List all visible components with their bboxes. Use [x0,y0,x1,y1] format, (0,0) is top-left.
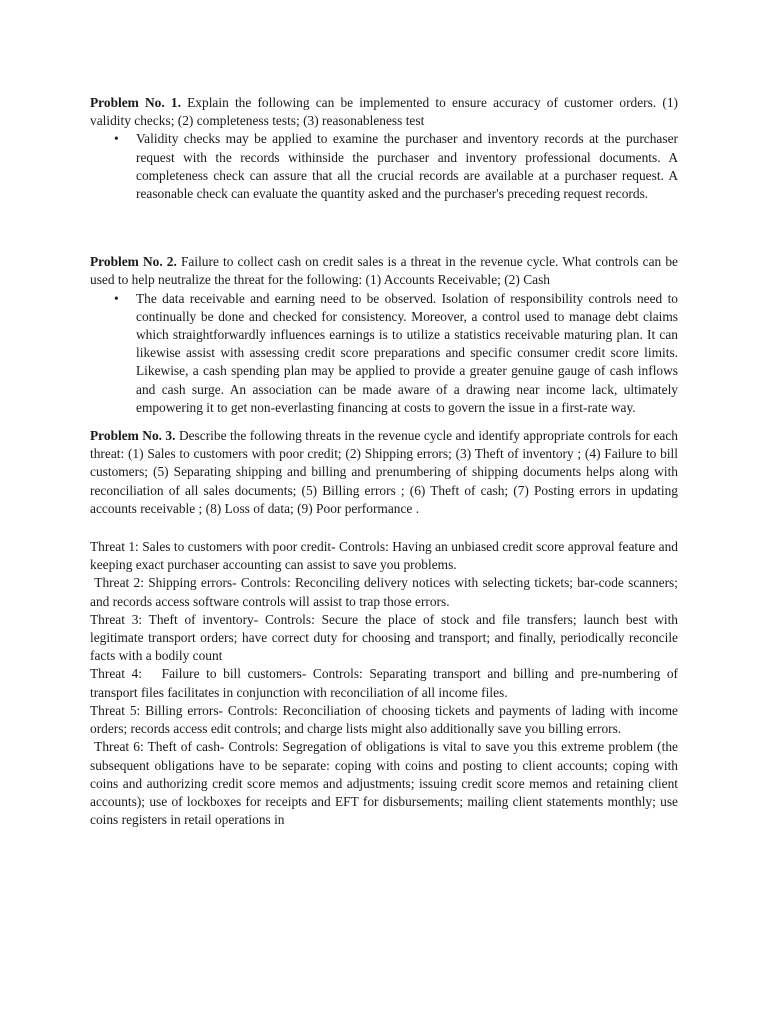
threat-4: Threat 4: Failure to bill customers- Controls: Separating transport and billing and pre-numbering of transport files facilitates in conjunction with reconciliation of all income files. [90,666,682,700]
bullet-icon: • [114,290,119,306]
problem-2-heading: Problem No. 2. [90,254,177,270]
problem-1-question: Problem No. 1. Explain the following can be implemented to ensure accuracy of customer orders. (1) validity checks; (2) completeness tests; (3) reasonableness test [90,95,678,129]
problem-3-heading: Problem No. 3. [90,428,176,444]
threat-6: Threat 6: Theft of cash- Controls: Segregation of obligations is vital to save you this extreme problem (the subsequent obligations have to be separate: coping with coins and posting to client accounts; coping with coins and authorizing credit score memos and adjustments; issuing credit score memos and retaining client accounts); use of lockboxes for receipts and EFT for disbursements; mailing client statements monthly; use coins registers in retail operations in [90,739,682,828]
threat-3: Threat 3: Theft of inventory- Controls: Secure the place of stock and file transfers; launch best with legitimate transport orders; have correct duty for choosing and transport; and finally, periodically reconcile facts with a bodily count [90,611,682,664]
problem-1-answer-list [90,130,678,203]
problem-2-answer: • The data receivable and earning need to be observed. Isolation of responsibility controls need to continually be done and checked for consistency. Moreover, a control used to manage debt claims which straightforwardly influences earnings is to utilize a statistics receivable maturing plan. It can likewise assist with assessing credit score preparations and specific consumer credit score limits. Likewise, a cash spending plan may be applied to provide a greater genuine gauge of cash inflows and cash surge. An association can be made aware of a drawing near income lack, ultimately empowering it to get non-everlasting financing at costs to govern the issue in a first-rate way. [114,290,678,415]
threat-1: Threat 1: Sales to customers with poor credit- Controls: Having an unbiased credit score approval feature and keeping exact purchaser accounting can assist to save you problems. [90,539,682,573]
threat-5: Threat 5: Billing errors- Controls: Reconciliation of choosing tickets and payments of lading with income orders; records access edit controls; and charge lists might also additionally save you billing errors. [90,702,682,737]
problem-2-answer-list [90,290,678,417]
problem-2-question: Problem No. 2. Failure to collect cash on credit sales is a threat in the revenue cycle. What controls can be used to help neutralize the threat for the following: (1) Accounts Receivable; (2) Cash [90,254,678,288]
problem-1-answer: • Validity checks may be applied to examine the purchaser and inventory records at the purchaser request with the records withinside the purchaser and inventory professional documents. A completeness check can assure that all the crucial records are available at a purchaser request. A reasonable check can evaluate the quantity asked and the purchaser's preceding request records. [114,131,678,202]
problem-3-question: Problem No. 3. Describe the following threats in the revenue cycle and identify appropriate controls for each threat: (1) Sales to customers with poor credit; (2) Shipping errors; (3) Theft of inventory ; (4) Failure to bill customers; (5) Separating shipping and billing and prenumbering of shipping documents helps along with reconciliation of all sales documents; (5) Billing errors ; (6) Theft of cash; (7) Posting errors in updating accounts receivable ; (8) Loss of data; (9) Poor performance . [90,428,678,516]
problem-1-heading: Problem No. 1. [90,95,181,110]
bullet-icon: • [114,131,119,147]
threat-2: Threat 2: Shipping errors- Controls: Reconciling delivery notices with selecting tickets; bar-code scanners; and records access software controls will assist to trap those errors. [90,575,682,609]
